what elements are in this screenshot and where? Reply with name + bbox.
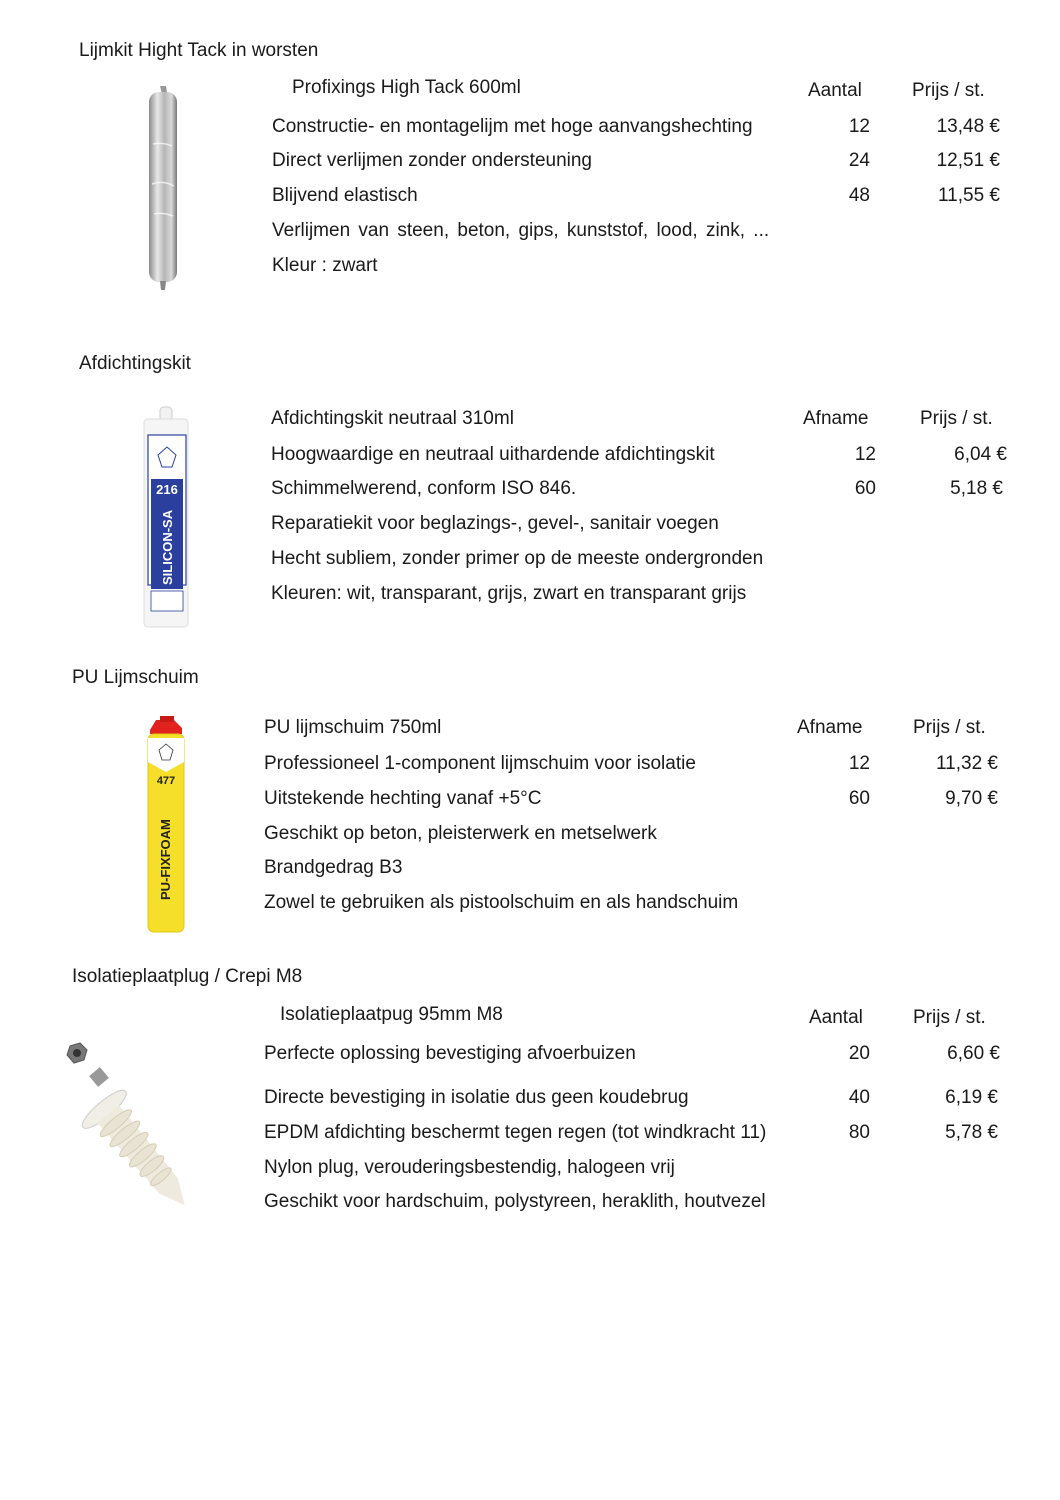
feature-line: Kleur : zwart — [272, 255, 378, 276]
insulation-plug-image — [50, 1040, 210, 1220]
feature-line: Schimmelwerend, conform ISO 846. — [271, 478, 577, 499]
can-number: 477 — [156, 775, 176, 787]
cartridge-number: 216 — [156, 482, 178, 497]
feature-line: Kleuren: wit, transparant, grijs, zwart en transparant grijs — [271, 583, 747, 604]
category-heading: Lijmkit Hight Tack in worsten — [79, 40, 319, 61]
foil-sausage-image — [138, 84, 188, 294]
price-qty: 12 — [854, 444, 876, 465]
foam-can-image — [140, 716, 192, 934]
price-qty: 48 — [848, 185, 870, 206]
feature-line: Verlijmen van steen, beton, gips, kunststof, lood, zink, ... — [272, 220, 770, 241]
price-value: 6,19 € — [945, 1087, 998, 1108]
feature-line: Geschikt voor hardschuim, polystyreen, heraklith, houtvezel — [264, 1191, 766, 1212]
price-value: 12,51 € — [936, 150, 1000, 171]
price-qty: 40 — [848, 1087, 870, 1108]
feature-line: Hecht subliem, zonder primer op de meeste ondergronden — [271, 548, 764, 569]
category-heading: PU Lijmschuim — [72, 667, 199, 688]
feature-line: Brandgedrag B3 — [264, 857, 403, 878]
price-value: 11,55 € — [938, 185, 1000, 206]
price-qty: 80 — [848, 1122, 870, 1143]
price-value: 13,48 € — [936, 116, 1000, 137]
cartridge-name: SILICON-SA — [160, 509, 175, 585]
price-value: 9,70 € — [945, 788, 998, 809]
feature-line: Reparatiekit voor beglazings-, gevel-, sanitair voegen — [271, 513, 719, 534]
feature-line: Uitstekende hechting vanaf +5°C — [264, 788, 542, 809]
price-value: 5,78 € — [945, 1122, 998, 1143]
price-value: 11,32 € — [936, 753, 998, 774]
price-header: Prijs / st. — [912, 80, 985, 101]
price-qty: 20 — [848, 1043, 870, 1064]
feature-line: EPDM afdichting beschermt tegen regen (tot windkracht 11) — [264, 1122, 767, 1143]
price-header: Prijs / st. — [913, 717, 986, 738]
feature-line: Perfecte oplossing bevestiging afvoerbuizen — [264, 1043, 636, 1064]
price-qty: 24 — [848, 150, 870, 171]
feature-line: Nylon plug, verouderingsbestendig, halogeen vrij — [264, 1157, 675, 1178]
product-name: Profixings High Tack 600ml — [292, 77, 521, 98]
price-qty: 12 — [848, 116, 870, 137]
price-value: 6,04 € — [954, 444, 1007, 465]
price-value: 5,18 € — [950, 478, 1003, 499]
feature-line: Zowel te gebruiken als pistoolschuim en als handschuim — [264, 892, 739, 913]
product-name: Isolatieplaatpug 95mm M8 — [280, 1004, 503, 1025]
feature-line: Constructie- en montagelijm met hoge aanvangshechting — [272, 116, 753, 137]
feature-line: Professioneel 1-component lijmschuim voor isolatie — [264, 753, 696, 774]
category-heading: Isolatieplaatplug / Crepi M8 — [72, 966, 303, 987]
product-name: PU lijmschuim 750ml — [264, 717, 442, 738]
feature-line: Direct verlijmen zonder ondersteuning — [272, 150, 592, 171]
price-qty: 12 — [848, 753, 870, 774]
price-header: Prijs / st. — [920, 408, 993, 429]
qty-header: Aantal — [808, 80, 862, 101]
qty-header: Aantal — [809, 1007, 863, 1028]
qty-header: Afname — [803, 408, 869, 429]
can-name: PU-FIXFOAM — [158, 819, 173, 900]
category-heading: Afdichtingskit — [79, 353, 191, 374]
qty-header: Afname — [797, 717, 863, 738]
price-qty: 60 — [848, 788, 870, 809]
feature-line: Geschikt op beton, pleisterwerk en metselwerk — [264, 823, 657, 844]
silicone-cartridge-image — [140, 405, 192, 630]
feature-line: Blijvend elastisch — [272, 185, 418, 206]
feature-line: Directe bevestiging in isolatie dus geen koudebrug — [264, 1087, 689, 1108]
price-qty: 60 — [854, 478, 876, 499]
price-header: Prijs / st. — [913, 1007, 986, 1028]
feature-line: Hoogwaardige en neutraal uithardende afdichtingskit — [271, 444, 715, 465]
price-value: 6,60 € — [947, 1043, 1000, 1064]
product-name: Afdichtingskit neutraal 310ml — [271, 408, 514, 429]
